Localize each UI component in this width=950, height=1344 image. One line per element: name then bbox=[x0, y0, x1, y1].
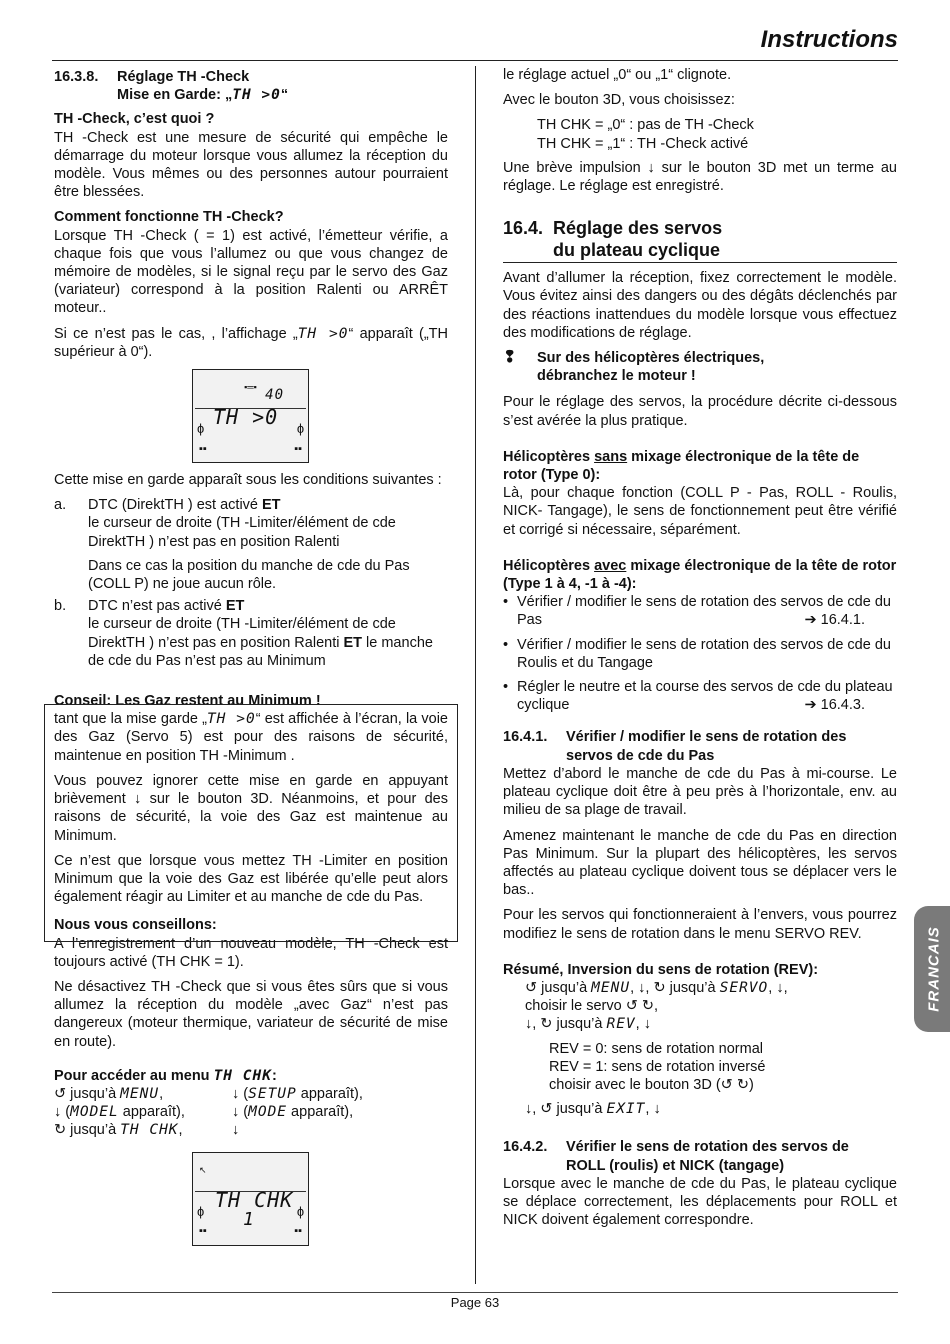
list-content bbox=[88, 597, 448, 670]
page-number: Page 63 bbox=[450, 1295, 500, 1310]
text: DTC n’est pas activé bbox=[88, 598, 226, 615]
title-line: du plateau cyclique bbox=[553, 240, 721, 261]
access-step bbox=[232, 1085, 363, 1103]
lcd-text: TH >0 bbox=[297, 325, 349, 342]
lcd-bottom-right-icon: ▪▪ bbox=[294, 442, 302, 455]
text: ↓, ↺ jusqu’à bbox=[525, 1101, 607, 1118]
section-number: 16.3.8. bbox=[54, 69, 99, 85]
bullet-text bbox=[517, 593, 897, 629]
advice-box-frame bbox=[44, 704, 458, 942]
header-rule bbox=[52, 60, 898, 61]
underlined-text: avec bbox=[594, 557, 627, 574]
side-tab-label: FRANCAIS bbox=[925, 926, 943, 1012]
section-title bbox=[566, 1138, 849, 1174]
section-number: 16.4. bbox=[503, 218, 544, 239]
text: ↓ ( bbox=[54, 1104, 71, 1121]
paragraph: Cette mise en garde apparaît sous les conditions suivantes : bbox=[54, 472, 442, 489]
question-heading: Comment fonctionne TH -Check? bbox=[54, 209, 284, 226]
paragraph: Lorsque TH -Check ( = 1) est activé, l’émetteur vérifie, a chaque fois que vous l’allumez ou que vous changez de mémoire de modèles, si le signal reçu par le servo des Gaz (variateur) correspond à la position Ralenti ou ARRÊT moteur.. bbox=[54, 227, 448, 317]
text: Hélicoptères bbox=[503, 557, 595, 574]
column-divider bbox=[475, 66, 476, 1284]
section-heading-16-4-2 bbox=[503, 1138, 897, 1174]
page-header-title: Instructions bbox=[760, 26, 898, 53]
paragraph bbox=[54, 325, 448, 361]
lcd-main-text: TH CHK bbox=[215, 1187, 294, 1212]
text: , bbox=[178, 1122, 183, 1139]
rev-summary-title: Résumé, Inversion du sens de rotation (REV): bbox=[503, 961, 819, 978]
lcd-display-illustration-th-chk bbox=[192, 1152, 309, 1246]
list-line: le curseur de droite (TH -Limiter/élément de cde DirektTH ) n’est pas en position Ralenti bbox=[88, 515, 396, 550]
option-line: TH CHK = „1“ : TH -Check activé bbox=[537, 135, 749, 152]
paragraph: Lorsque avec le manche de cde du Pas, le plateau cyclique se déplace correctement, les déplacements pour ROLL et NICK doivent également correspondre. bbox=[503, 1175, 897, 1229]
rev-step bbox=[525, 979, 897, 997]
text: Régler le neutre et la course des servos de cde du plateau cyclique bbox=[517, 679, 893, 714]
text: , ↓, ↻ jusqu’à bbox=[630, 979, 720, 996]
text: mixage électronique de la tête de rotor (Type 1 à 4, -1 à -4): bbox=[503, 557, 897, 593]
paragraph: le réglage actuel „0“ ou „1“ clignote. bbox=[503, 67, 732, 83]
section-heading-16-4-1 bbox=[503, 728, 897, 764]
lcd-trim-right-icon: ɸ bbox=[296, 421, 304, 437]
left-column bbox=[54, 66, 448, 1254]
lcd-top-symbol: ↖ bbox=[199, 1164, 207, 1175]
access-row-3 bbox=[54, 1121, 448, 1139]
section-title-line2 bbox=[117, 86, 448, 104]
list-line bbox=[88, 615, 448, 670]
section-number: 16.4.1. bbox=[503, 729, 548, 746]
lcd-display-illustration bbox=[192, 369, 309, 463]
lcd-text: TH >0 bbox=[206, 711, 256, 728]
lcd-text: MODEL bbox=[70, 1104, 119, 1121]
rev-steps bbox=[525, 979, 897, 1118]
list-marker: b. bbox=[54, 598, 67, 615]
text: apparaît), bbox=[118, 1104, 185, 1121]
text: Vérifier / modifier le sens de rotation des servos de cde du Roulis et du Tangage bbox=[517, 636, 891, 671]
box-paragraph: Ce n’est que lorsque vous mettez TH -Limiter en position Minimum que la voie des Gaz est libérée qu’elle peut alors également réagir au Limiter et au manche de cde du Pas. bbox=[54, 852, 448, 906]
warning-line: débranchez le moteur ! bbox=[537, 368, 696, 385]
lcd-trim-left-icon: ɸ bbox=[197, 1203, 205, 1219]
bullet-text bbox=[517, 636, 897, 672]
paragraph: Avant d’allumer la réception, fixez correctement le modèle. Vous évitez ainsi des dangers ou des dégâts déclenchés par des réactions inattendues du modèle lorsque vous effectuez des modifications de réglage. bbox=[503, 270, 897, 341]
bullet-marker: • bbox=[503, 679, 509, 696]
list-line bbox=[88, 496, 448, 514]
warning-line: Sur des hélicoptères électriques, bbox=[537, 350, 765, 367]
text: , bbox=[159, 1085, 164, 1102]
rev-option: REV = 0: sens de rotation normal bbox=[549, 1040, 763, 1057]
lcd-main-text: TH >0 bbox=[213, 405, 279, 430]
paragraph: A l’enregistrement d’un nouveau modèle, TH -Check est toujours activé (TH CHK = 1). bbox=[54, 935, 448, 970]
text: Si ce n’est pas le cas, , l’affichage „ bbox=[54, 325, 298, 342]
access-row-1 bbox=[54, 1085, 448, 1103]
paragraph: TH -Check est une mesure de sécurité qui empêche le démarrage du moteur lorsque vous allumez la réception du modèle. Vous mêmes ou des personnes autour pourraient être blessées. bbox=[54, 129, 448, 201]
lcd-text: TH CHK bbox=[120, 1122, 179, 1139]
title-line: ROLL (roulis) et NICK (tangage) bbox=[566, 1157, 785, 1174]
text: le manche de cde du Pas n’est pas au Minimum bbox=[88, 634, 433, 669]
access-step bbox=[54, 1103, 232, 1121]
paragraph: Amenez maintenant le manche de cde du Pas en direction Pas Minimum. Sur la plupart des hélicoptères, les servos affectés au plateau cyclique doivent tous se déplacer vers le bas.. bbox=[503, 827, 897, 899]
access-step bbox=[54, 1121, 232, 1139]
lcd-bottom-right-icon: ▪▪ bbox=[294, 1225, 302, 1238]
footer-rule bbox=[52, 1292, 898, 1293]
lcd-trim-right-icon: ɸ bbox=[296, 1203, 304, 1219]
text: , ↓ bbox=[635, 1016, 651, 1033]
lcd-trim-left-icon: ɸ bbox=[197, 421, 205, 437]
section-title bbox=[553, 217, 722, 261]
access-step: ↓ bbox=[232, 1122, 240, 1139]
text: le curseur de droite (TH -Limiter/élément de cde DirektTH ) n’est pas en position Ralenti bbox=[88, 616, 396, 651]
text: , ↓, bbox=[768, 979, 788, 996]
spacer bbox=[54, 674, 448, 692]
rev-option: choisir avec le bouton 3D (↺ ↻) bbox=[549, 1076, 754, 1093]
text: “ est affichée à l’écran, la voie des Gaz (Servo 5) est pour des raisons de sécurité, maintenue en position TH -Minimum . bbox=[54, 711, 448, 764]
paragraph: Mettez d’abord le manche de cde du Pas à mi-course. Le plateau cyclique doit être à peu près à l’horizontale, env. au milieu de sa plage de travail. bbox=[503, 765, 897, 819]
text: ↓ ( bbox=[232, 1104, 249, 1121]
box-title: Conseil: Les Gaz restent au Minimum ! bbox=[54, 693, 321, 710]
list-line bbox=[88, 597, 448, 615]
underlined-text: sans bbox=[594, 448, 628, 465]
text: mixage électronique de la tête de rotor (Type 0): bbox=[503, 448, 860, 484]
paragraph: Ne désactivez TH -Check que si vous êtes sûrs que si vous allumez la réception du modèle „avec Gaz“ n’est pas dangereux (moteur thermique, variateur de sécurité de mise en route). bbox=[54, 978, 448, 1050]
heading-rule bbox=[503, 262, 897, 263]
rev-options bbox=[549, 1040, 897, 1095]
lcd-bottom-left-icon: ▪▪ bbox=[199, 1225, 207, 1238]
bullet-item bbox=[503, 678, 897, 714]
right-column bbox=[503, 66, 897, 1236]
emphasis: ET bbox=[225, 598, 245, 615]
lcd-text: REV bbox=[606, 1016, 636, 1033]
text: ↓, ↻ jusqu’à bbox=[525, 1016, 607, 1033]
section-number: 16.4.2. bbox=[503, 1139, 548, 1156]
access-row-2 bbox=[54, 1103, 448, 1121]
text: ↺ jusqu’à bbox=[525, 979, 592, 996]
lcd-top-symbol: ▪═▪ bbox=[244, 382, 257, 393]
text: apparaît), bbox=[287, 1104, 354, 1121]
text: ↻ jusqu’à bbox=[54, 1122, 121, 1139]
text: “ apparaît („TH supérieur à 0“). bbox=[54, 325, 448, 360]
rev-step: choisir le servo ↺ ↻, bbox=[525, 998, 659, 1015]
paragraph: Là, pour chaque fonction (COLL P - Pas, ROLL - Roulis, NICK- Tangage), le sens de fonctionnement peut être vérifié et corrigé si nécessaire, séparément. bbox=[503, 485, 897, 538]
title-line: Vérifier / modifier le sens de rotation des bbox=[566, 729, 847, 746]
text: Pour accéder au menu bbox=[54, 1067, 214, 1084]
text: apparaît), bbox=[296, 1085, 363, 1102]
warning-note bbox=[503, 349, 897, 385]
lcd-text: SERVO bbox=[719, 979, 769, 996]
paragraph: Une brève impulsion ↓ sur le bouton 3D met un terme au réglage. Le réglage est enregistré. bbox=[503, 159, 897, 195]
lcd-text: MENU bbox=[591, 979, 631, 996]
text: Hélicoptères bbox=[503, 448, 595, 465]
title-text: Mise en Garde: „ bbox=[117, 87, 233, 104]
access-step bbox=[54, 1085, 232, 1103]
bullet-item bbox=[503, 593, 897, 629]
title-line: Vérifier le sens de rotation des servos de bbox=[566, 1139, 849, 1156]
title-quote: “ bbox=[280, 87, 289, 104]
text: ↓ ( bbox=[232, 1085, 249, 1102]
lcd-value: 1 bbox=[243, 1208, 255, 1230]
lcd-text: MODE bbox=[248, 1104, 288, 1121]
lcd-text: TH >0 bbox=[232, 87, 281, 104]
bullet-marker: • bbox=[503, 636, 509, 653]
list-content bbox=[88, 496, 448, 593]
lcd-small-value: 40 bbox=[265, 387, 284, 404]
option-line: TH CHK = „0“ : pas de TH -Check bbox=[537, 117, 754, 134]
lcd-bottom-left-icon: ▪▪ bbox=[199, 442, 207, 455]
subheading-type0 bbox=[503, 448, 897, 484]
lcd-text: SETUP bbox=[248, 1085, 297, 1102]
rev-option: REV = 1: sens de rotation inversé bbox=[549, 1058, 766, 1075]
text: ↺ jusqu’à bbox=[54, 1085, 121, 1102]
emphasis: ET bbox=[343, 634, 363, 651]
cross-reference: ➔ 16.4.3. bbox=[804, 697, 865, 714]
section-title-line1: Réglage TH -Check bbox=[117, 69, 250, 85]
rev-step bbox=[525, 1015, 897, 1033]
bullet-text bbox=[517, 678, 897, 714]
text: Vérifier / modifier le sens de rotation des servos de cde du Pas bbox=[517, 594, 891, 629]
bullet-marker: • bbox=[503, 594, 509, 611]
access-menu-title bbox=[54, 1067, 448, 1085]
rev-step bbox=[525, 1100, 897, 1118]
subheading-type1-4 bbox=[503, 557, 897, 593]
box-paragraph: Vous pouvez ignorer cette mise en garde en appuyant brièvement ↓ sur le bouton 3D. Néanmoins, et pour des raisons de sécurité, la voie des Gaz est maintenue au Minimum. bbox=[54, 772, 448, 844]
text: DTC (DirektTH ) est activé bbox=[88, 497, 263, 514]
lcd-text: MENU bbox=[120, 1085, 160, 1102]
section-heading-16-3-8 bbox=[54, 68, 448, 86]
bullet-item bbox=[503, 636, 897, 672]
list-line: Dans ce cas la position du manche de cde du Pas (COLL P) ne joue aucun rôle. bbox=[88, 557, 410, 593]
section-heading-16-4 bbox=[503, 217, 897, 261]
list-marker: a. bbox=[54, 497, 67, 514]
warning-icon: ❢ bbox=[503, 349, 517, 367]
list-item-a bbox=[54, 496, 448, 593]
language-side-tab bbox=[914, 906, 950, 1032]
text: : bbox=[271, 1067, 277, 1084]
text: tant que la mise garde „ bbox=[54, 711, 207, 728]
emphasis: ET bbox=[262, 497, 281, 514]
title-line: Réglage des servos bbox=[553, 218, 723, 239]
recommendation-title: Nous vous conseillons: bbox=[54, 917, 217, 934]
warning-text bbox=[537, 349, 764, 385]
list-item-b bbox=[54, 597, 448, 670]
lcd-text: EXIT bbox=[606, 1101, 646, 1118]
paragraph: Pour le réglage des servos, la procédure décrite ci-dessous s’est avérée la plus pratique. bbox=[503, 394, 897, 429]
access-step bbox=[232, 1103, 353, 1121]
paragraph: Avec le bouton 3D, vous choisissez: bbox=[503, 92, 735, 109]
title-line: servos de cde du Pas bbox=[566, 747, 715, 764]
lcd-text: TH CHK bbox=[213, 1067, 272, 1084]
section-title bbox=[566, 728, 846, 764]
question-heading: TH -Check, c’est quoi ? bbox=[54, 111, 215, 128]
paragraph: Pour les servos qui fonctionneraient à l’envers, vous pourrez modifiez le sens de rotation dans le menu SERVO REV. bbox=[503, 907, 897, 942]
cross-reference: ➔ 16.4.1. bbox=[804, 612, 865, 629]
text: , ↓ bbox=[645, 1101, 661, 1118]
